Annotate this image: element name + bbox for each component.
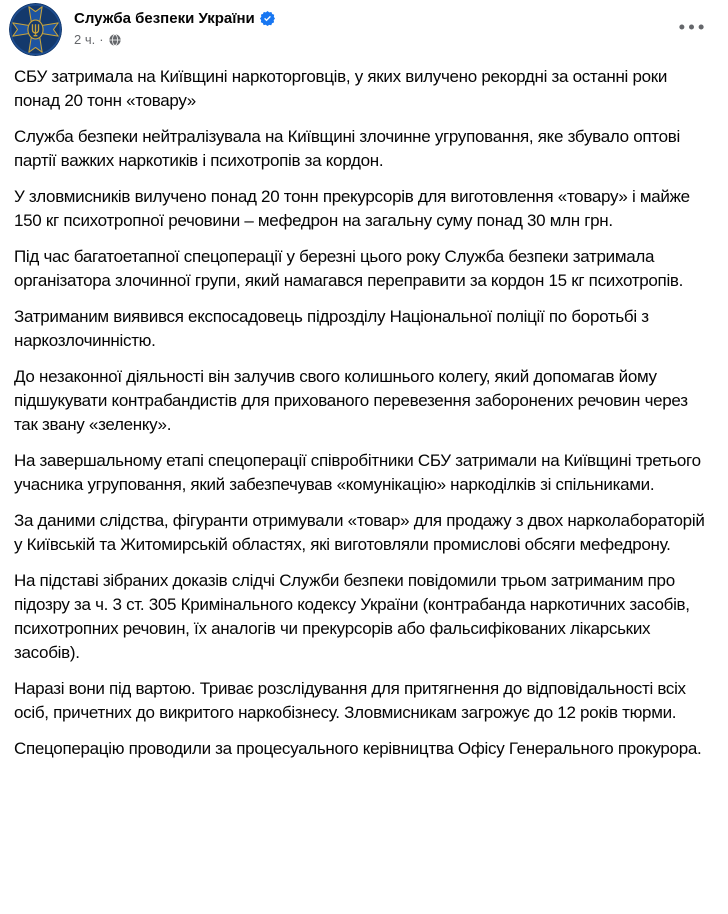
globe-icon (109, 34, 121, 46)
post-paragraph: СБУ затримала на Київщині наркоторговців, у яких вилучено рекордні за останні роки понад 20 тонн «товару» (14, 67, 672, 110)
avatar[interactable] (9, 3, 62, 56)
post-paragraph: У зловмисників вилучено понад 20 тонн прекурсорів для виготовлення «товару» і майже 150 кг психотропної речовини – мефедрон на загальну суму понад 30 млн грн. (14, 187, 695, 230)
timestamp[interactable]: 2 ч. (74, 32, 96, 47)
post-paragraph: Наразі вони під вартою. Триває розслідування для притягнення до відповідальності всіх осіб, причетних до викритого наркобізнесу. Зловмисникам загрожує до 12 років тюрми. (14, 679, 691, 722)
post-paragraph: Служба безпеки нейтралізувала на Київщині злочинне угруповання, яке збувало оптові партії важких наркотиків і психотропів за кордон. (14, 127, 685, 170)
post-paragraph: За даними слідства, фігуранти отримували «товар» для продажу з двох нарколабораторій у Київській та Житомирській областях, які виготовляли промислові обсяги мефедрону. (14, 511, 709, 554)
post-paragraph: Затриманим виявився експосадовець підрозділу Національної поліції по боротьбі з наркозлочинністю. (14, 307, 654, 350)
author-row (74, 9, 712, 28)
more-options-button[interactable] (674, 14, 708, 40)
meta-row (74, 32, 712, 48)
post-paragraph: Спецоперацію проводили за процесуального керівництва Офісу Генерального прокурора. (14, 739, 702, 758)
post-header (0, 0, 728, 62)
post-paragraph: Під час багатоетапної спецоперації у березні цього року Служба безпеки затримала організатора злочинної групи, який намагався переправити за кордон 15 кг психотропів. (14, 247, 684, 290)
author-name[interactable]: Служба безпеки України (74, 10, 255, 27)
header-info (74, 3, 712, 48)
verified-badge-icon (260, 11, 275, 26)
post-paragraph: На підставі зібраних доказів слідчі Служби безпеки повідомили трьом затриманим про підозру за ч. 3 ст. 305 Кримінального кодексу України (контрабанда наркотичних засобів, психотропних речовин, їх аналогів чи прекурсорів або фальсифікованих лікарських засобів). (14, 571, 695, 662)
sbu-emblem-icon (9, 3, 62, 56)
post-paragraph: На завершальному етапі спецоперації співробітники СБУ затримали на Київщині третього учасника угруповання, який забезпечував «комунікацію» наркоділків зі спільниками. (14, 451, 706, 494)
ellipsis-icon (678, 23, 705, 31)
post-paragraph: До незаконної діяльності він залучив свого колишнього колегу, який допомагав йому підшукувати контрабандистів для прихованого перевезення заборонених речовин через так звану «зеленку». (14, 367, 693, 434)
post-content (0, 62, 728, 775)
meta-separator: · (99, 32, 104, 47)
